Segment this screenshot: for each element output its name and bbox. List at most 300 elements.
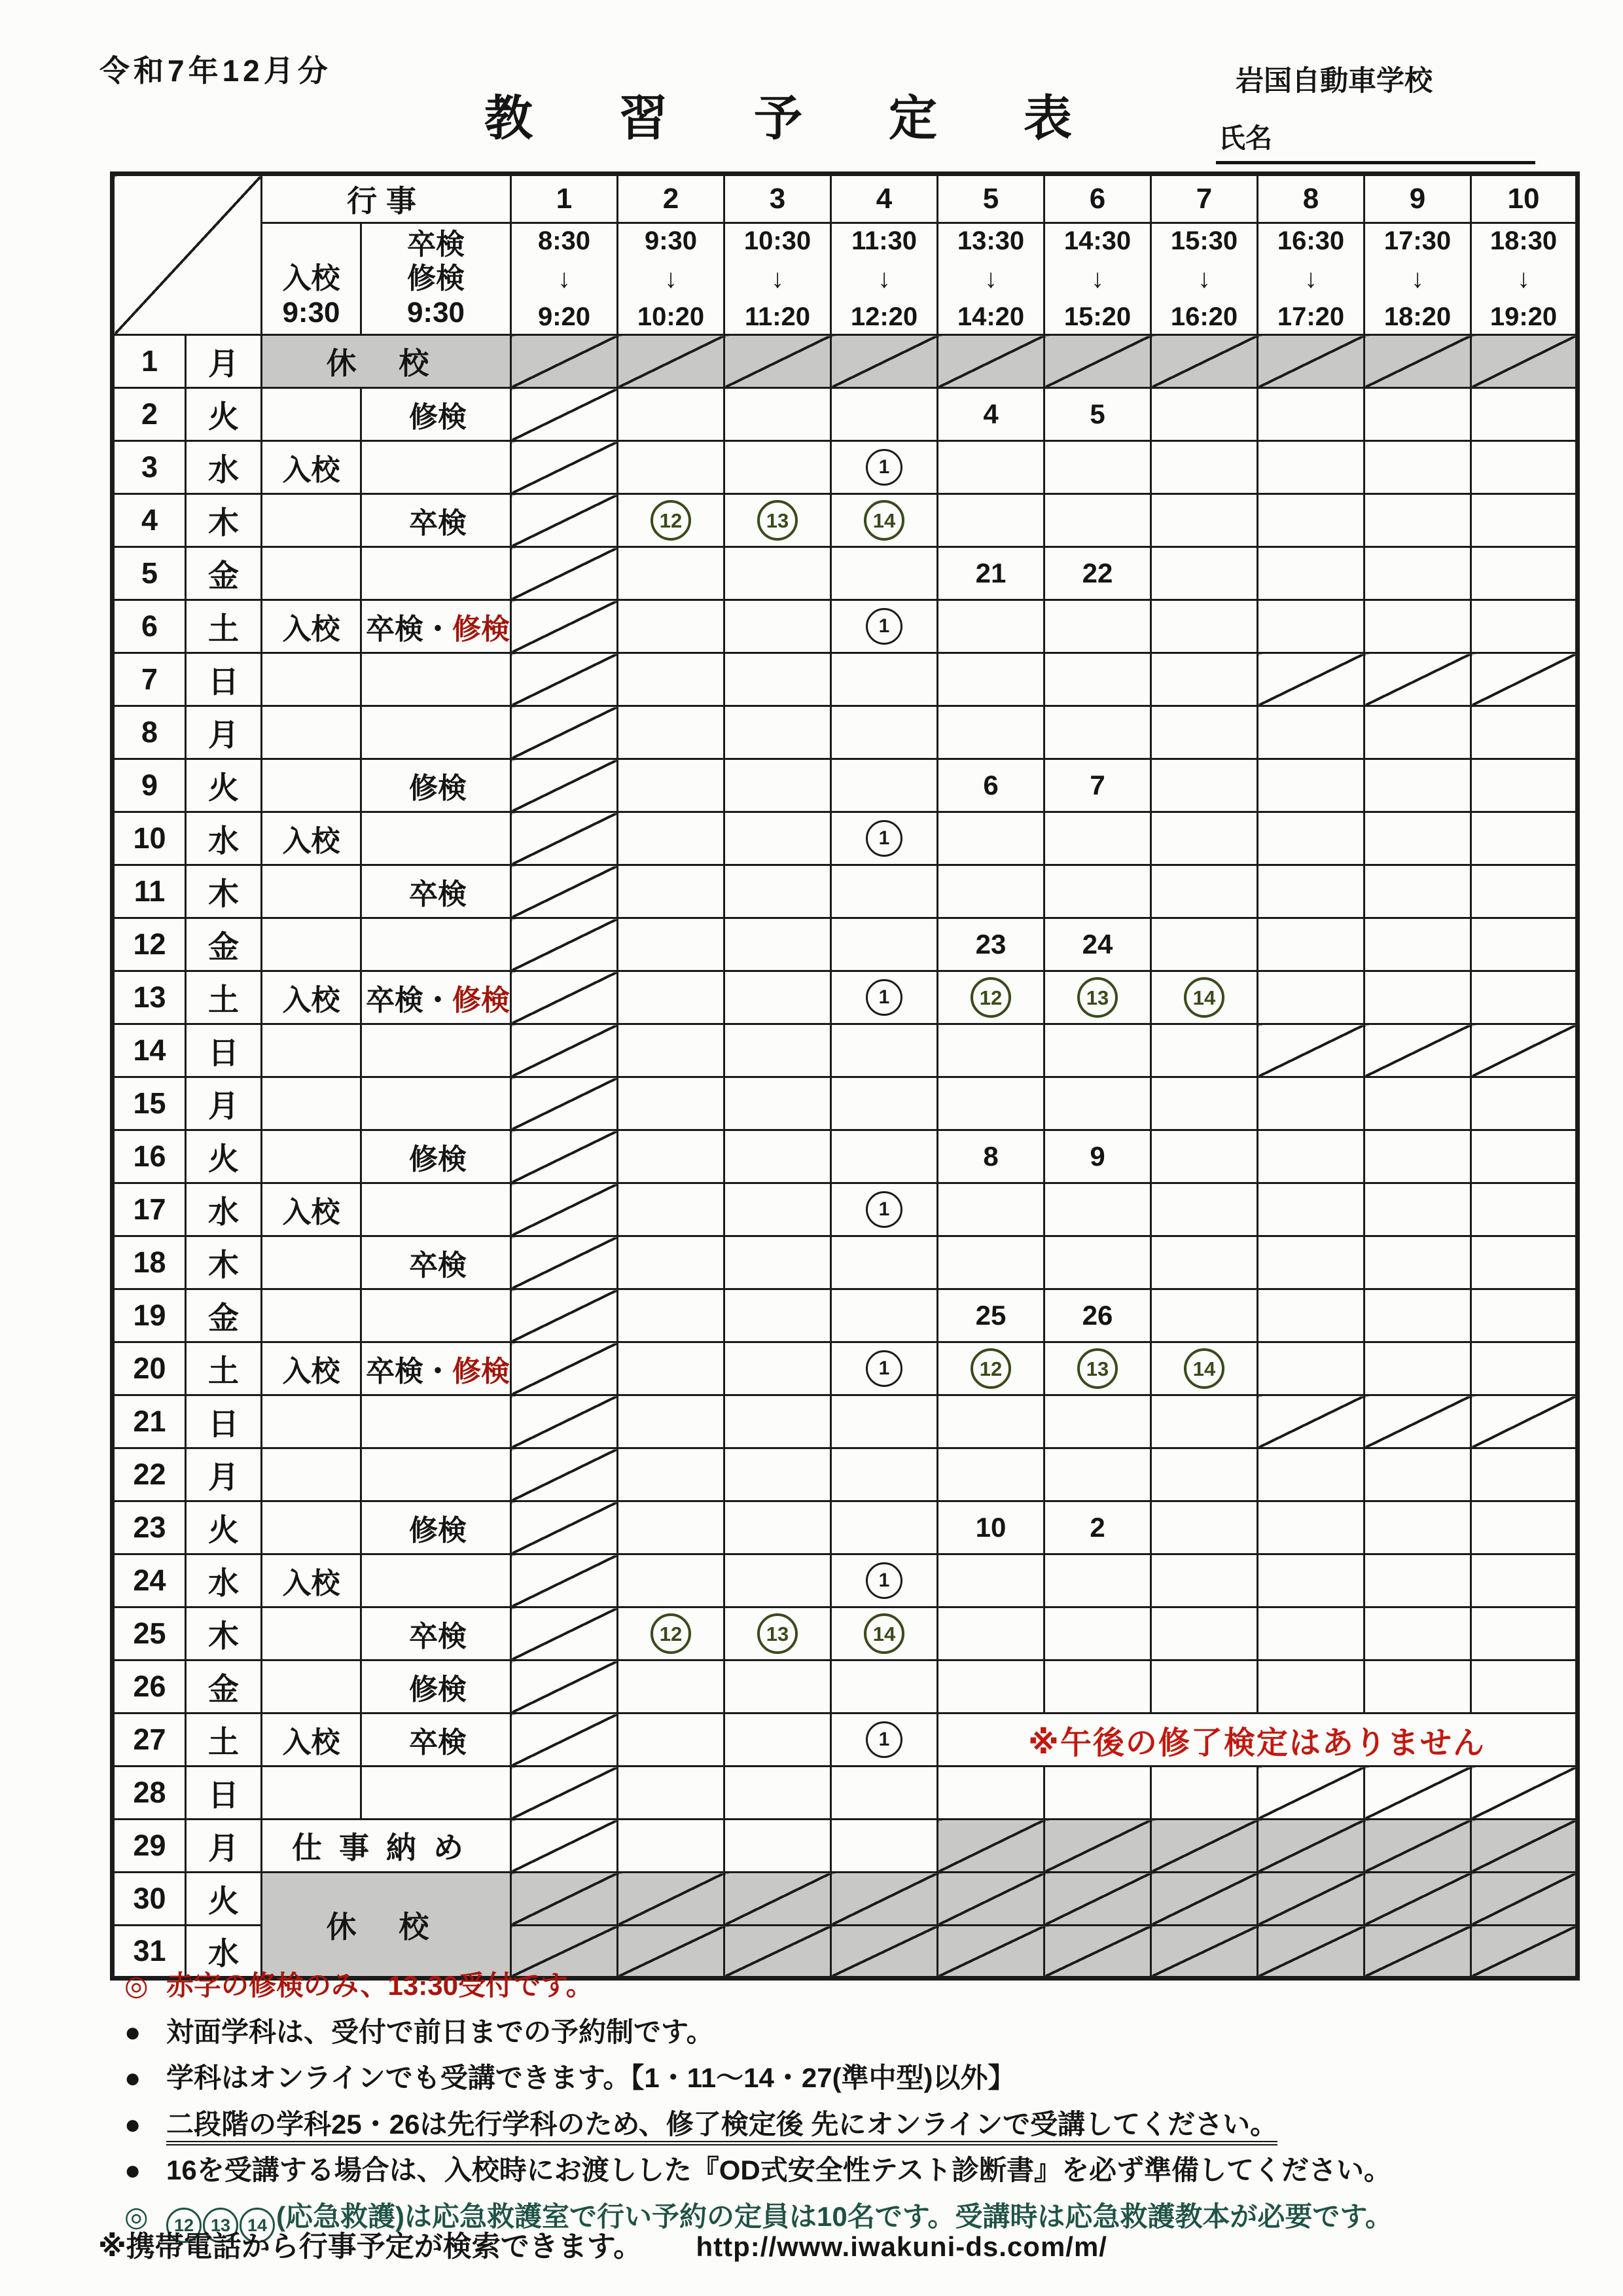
empty-cell xyxy=(618,812,724,865)
empty-cell xyxy=(1364,1130,1471,1183)
event-exam xyxy=(361,1554,511,1607)
empty-cell xyxy=(724,388,831,441)
unavailable-cell xyxy=(511,865,618,918)
event-exam xyxy=(361,1448,511,1501)
entrance-column-header xyxy=(262,223,361,335)
day-number: 28 xyxy=(113,1767,186,1820)
empty-cell xyxy=(1471,865,1578,918)
empty-cell xyxy=(1258,1236,1364,1289)
day-number: 27 xyxy=(113,1713,186,1767)
period-time-2: 9:30 ↓ 10:20 xyxy=(618,223,724,335)
weekday: 火 xyxy=(186,388,262,441)
event-exam: 修検 xyxy=(361,388,511,441)
first-aid-lesson-cell xyxy=(1044,1342,1151,1395)
empty-cell xyxy=(618,1077,724,1130)
empty-cell xyxy=(1258,1554,1364,1607)
student-name-blank-line xyxy=(1216,161,1535,164)
green-circled-number: 13 xyxy=(757,1613,798,1654)
green-circled-number: 13 xyxy=(757,500,798,541)
footnote-2: ● 対面学科は、受付で前日までの予約制です。 xyxy=(124,2015,1551,2050)
empty-cell xyxy=(1471,759,1578,812)
event-entrance xyxy=(262,1236,361,1289)
unavailable-cell xyxy=(511,600,618,653)
schedule-row-9 xyxy=(113,759,1578,812)
lesson-number-cell: 7 xyxy=(1044,759,1151,812)
empty-cell xyxy=(618,1289,724,1342)
schedule-table xyxy=(110,171,1580,1981)
unavailable-cell xyxy=(1258,1395,1364,1448)
lesson-number-cell: 10 xyxy=(938,1501,1044,1554)
event-entrance: 入校 xyxy=(262,600,361,653)
period-number-8: 8 xyxy=(1258,174,1364,223)
schedule-row-19 xyxy=(113,1289,1578,1342)
empty-cell xyxy=(831,1077,938,1130)
day-number: 18 xyxy=(113,1236,186,1289)
empty-cell xyxy=(1471,1342,1578,1395)
empty-cell xyxy=(938,1660,1044,1713)
empty-cell xyxy=(831,1767,938,1820)
empty-cell xyxy=(724,918,831,971)
event-entrance xyxy=(262,1660,361,1713)
empty-cell xyxy=(1471,1289,1578,1342)
weekday: 木 xyxy=(186,1607,262,1660)
weekday: 金 xyxy=(186,918,262,971)
weekday: 火 xyxy=(186,1873,262,1926)
empty-cell xyxy=(1044,706,1151,759)
closed-cell xyxy=(1364,1820,1471,1873)
closed-cell xyxy=(1151,1873,1258,1926)
empty-cell xyxy=(831,547,938,600)
weekday: 日 xyxy=(186,1395,262,1448)
empty-cell xyxy=(831,1501,938,1554)
empty-cell xyxy=(1471,1130,1578,1183)
schedule-row-28 xyxy=(113,1767,1578,1820)
empty-cell xyxy=(938,1024,1044,1077)
footnote-5: ● 16を受講する場合は、入校時にお渡しした『OD式安全性テスト診断書』を必ず準備してください。 xyxy=(124,2153,1551,2188)
completion-exam-label: 修検 xyxy=(407,262,465,295)
unavailable-cell xyxy=(511,812,618,865)
empty-cell xyxy=(1471,388,1578,441)
empty-cell xyxy=(1151,1130,1258,1183)
empty-cell xyxy=(831,1024,938,1077)
circled-lesson-cell xyxy=(831,812,938,865)
weekday: 土 xyxy=(186,600,262,653)
empty-cell xyxy=(724,1820,831,1873)
lesson-number-cell: 25 xyxy=(938,1289,1044,1342)
weekday: 木 xyxy=(186,494,262,547)
day-number: 19 xyxy=(113,1289,186,1342)
empty-cell xyxy=(1258,600,1364,653)
closed-cell xyxy=(831,335,938,388)
day-number: 24 xyxy=(113,1554,186,1607)
empty-cell xyxy=(1044,441,1151,494)
closed-cell xyxy=(1258,1820,1364,1873)
closed-cell xyxy=(1151,335,1258,388)
empty-cell xyxy=(1044,1660,1151,1713)
empty-cell xyxy=(1044,1554,1151,1607)
unavailable-cell xyxy=(1364,653,1471,706)
schedule-row-21 xyxy=(113,1395,1578,1448)
schedule-url: http://www.iwakuni-ds.com/m/ xyxy=(696,2231,1107,2262)
first-aid-lesson-cell xyxy=(938,1342,1044,1395)
lesson-number-cell: 5 xyxy=(1044,388,1151,441)
empty-cell xyxy=(1471,1183,1578,1236)
closed-cell xyxy=(938,1873,1044,1926)
empty-cell xyxy=(724,547,831,600)
lesson-number-cell: 4 xyxy=(938,388,1044,441)
green-circled-number: 12 xyxy=(651,1613,691,1654)
empty-cell xyxy=(1364,1289,1471,1342)
empty-cell xyxy=(938,600,1044,653)
first-aid-lesson-cell xyxy=(1044,971,1151,1024)
empty-cell xyxy=(618,1501,724,1554)
green-circled-number: 14 xyxy=(864,1613,904,1654)
empty-cell xyxy=(1151,1395,1258,1448)
event-entrance: 入校 xyxy=(262,1554,361,1607)
unavailable-cell xyxy=(1364,1024,1471,1077)
unavailable-cell xyxy=(511,1236,618,1289)
empty-cell xyxy=(724,1767,831,1820)
empty-cell xyxy=(1258,1448,1364,1501)
empty-cell xyxy=(831,388,938,441)
empty-cell xyxy=(1258,388,1364,441)
empty-cell xyxy=(1044,1077,1151,1130)
closed-cell xyxy=(511,1873,618,1926)
empty-cell xyxy=(724,1183,831,1236)
unavailable-cell xyxy=(511,1342,618,1395)
schedule-row-8 xyxy=(113,706,1578,759)
period-time-6: 14:30 ↓ 15:20 xyxy=(1044,223,1151,335)
event-exam xyxy=(361,812,511,865)
empty-cell xyxy=(618,759,724,812)
event-entrance xyxy=(262,1130,361,1183)
circled-number: 1 xyxy=(866,1191,902,1228)
empty-cell xyxy=(1151,1607,1258,1660)
weekday: 土 xyxy=(186,971,262,1024)
green-circled-number: 14 xyxy=(1184,1348,1224,1389)
empty-cell xyxy=(938,1767,1044,1820)
period-time-3: 10:30 ↓ 11:20 xyxy=(724,223,831,335)
empty-cell xyxy=(1471,600,1578,653)
weekday: 火 xyxy=(186,1501,262,1554)
empty-cell xyxy=(938,865,1044,918)
empty-cell xyxy=(1471,1607,1578,1660)
empty-cell xyxy=(1364,706,1471,759)
events-column-header: 行事 xyxy=(262,174,511,223)
empty-cell xyxy=(1471,547,1578,600)
graduation-exam-label: 卒検 xyxy=(407,228,465,261)
empty-cell xyxy=(724,1713,831,1767)
event-entrance xyxy=(262,918,361,971)
circled-lesson-cell xyxy=(831,1713,938,1767)
empty-cell xyxy=(1151,388,1258,441)
weekday: 日 xyxy=(186,653,262,706)
first-aid-lesson-cell xyxy=(618,1607,724,1660)
red-exam-label: 修検 xyxy=(452,1355,510,1388)
schedule-row-26 xyxy=(113,1660,1578,1713)
event-exam: 卒検 xyxy=(361,494,511,547)
green-circled-number: 14 xyxy=(240,2208,275,2243)
event-entrance xyxy=(262,1501,361,1554)
circled-number: 1 xyxy=(866,979,902,1016)
empty-cell xyxy=(1151,865,1258,918)
event-exam: 卒検 xyxy=(361,1713,511,1767)
empty-cell xyxy=(938,1236,1044,1289)
empty-cell xyxy=(1044,1448,1151,1501)
period-number-5: 5 xyxy=(938,174,1044,223)
empty-cell xyxy=(1044,1236,1151,1289)
day-number: 31 xyxy=(113,1926,186,1979)
footnote-bullet: ● xyxy=(124,2155,141,2185)
schedule-row-3 xyxy=(113,441,1578,494)
day-number: 4 xyxy=(113,494,186,547)
day-number: 2 xyxy=(113,388,186,441)
day-number: 13 xyxy=(113,971,186,1024)
empty-cell xyxy=(1151,1024,1258,1077)
event-entrance xyxy=(262,653,361,706)
empty-cell xyxy=(1364,1077,1471,1130)
event-entrance xyxy=(262,865,361,918)
circled-lesson-cell xyxy=(831,1342,938,1395)
empty-cell xyxy=(1364,1660,1471,1713)
weekday: 月 xyxy=(186,706,262,759)
empty-cell xyxy=(724,1448,831,1501)
empty-cell xyxy=(1364,494,1471,547)
schedule-row-29 xyxy=(113,1820,1578,1873)
footnote-4: ● 二段階の学科25・26は先行学科のため、修了検定後 先にオンラインで受講してください。 xyxy=(124,2108,1551,2142)
lesson-number-cell: 2 xyxy=(1044,1501,1151,1554)
event-exam: 卒検 xyxy=(361,865,511,918)
footnote-1: ◎ 赤字の修検のみ、13:30受付です。 xyxy=(124,1969,1551,2003)
empty-cell xyxy=(618,388,724,441)
period-number-7: 7 xyxy=(1151,174,1258,223)
closed-cell xyxy=(1364,335,1471,388)
empty-cell xyxy=(1364,1342,1471,1395)
green-circled-number: 14 xyxy=(864,500,904,541)
weekday: 金 xyxy=(186,547,262,600)
empty-cell xyxy=(1364,1183,1471,1236)
weekday: 木 xyxy=(186,865,262,918)
schedule-row-7 xyxy=(113,653,1578,706)
unavailable-cell xyxy=(511,1660,618,1713)
event-exam xyxy=(361,1395,511,1448)
weekday: 月 xyxy=(186,1077,262,1130)
weekday: 水 xyxy=(186,1554,262,1607)
empty-cell xyxy=(1258,971,1364,1024)
empty-cell xyxy=(724,1395,831,1448)
empty-cell xyxy=(1258,812,1364,865)
day-number: 7 xyxy=(113,653,186,706)
closed-cell xyxy=(1364,1873,1471,1926)
closed-cell xyxy=(1471,1820,1578,1873)
period-number-10: 10 xyxy=(1471,174,1578,223)
weekday: 土 xyxy=(186,1342,262,1395)
event-entrance: 入校 xyxy=(262,971,361,1024)
empty-cell xyxy=(831,706,938,759)
weekday: 水 xyxy=(186,1183,262,1236)
empty-cell xyxy=(1044,812,1151,865)
empty-cell xyxy=(1044,865,1151,918)
empty-cell xyxy=(618,1395,724,1448)
period-time-1: 8:30 ↓ 9:20 xyxy=(511,223,618,335)
empty-cell xyxy=(618,1713,724,1767)
empty-cell xyxy=(1151,1501,1258,1554)
event-exam xyxy=(361,547,511,600)
empty-cell xyxy=(724,653,831,706)
period-time-7: 15:30 ↓ 16:20 xyxy=(1151,223,1258,335)
day-number: 23 xyxy=(113,1501,186,1554)
weekday: 火 xyxy=(186,1130,262,1183)
empty-cell xyxy=(1364,1448,1471,1501)
period-time-9: 17:30 ↓ 18:20 xyxy=(1364,223,1471,335)
empty-cell xyxy=(1151,1660,1258,1713)
empty-cell xyxy=(1044,1183,1151,1236)
empty-cell xyxy=(938,812,1044,865)
event-entrance xyxy=(262,1024,361,1077)
event-entrance xyxy=(262,1077,361,1130)
period-number-3: 3 xyxy=(724,174,831,223)
event-exam xyxy=(361,918,511,971)
day-number: 6 xyxy=(113,600,186,653)
event-span-label: 仕事納め xyxy=(262,1820,511,1873)
unavailable-cell xyxy=(511,1607,618,1660)
event-exam: 卒検 xyxy=(361,1236,511,1289)
empty-cell xyxy=(1151,600,1258,653)
empty-cell xyxy=(1044,1395,1151,1448)
event-exam xyxy=(361,1024,511,1077)
unavailable-cell xyxy=(1471,1767,1578,1820)
closed-cell xyxy=(831,1873,938,1926)
empty-cell xyxy=(618,1820,724,1873)
empty-cell xyxy=(1044,1607,1151,1660)
empty-cell xyxy=(1258,441,1364,494)
empty-cell xyxy=(1471,812,1578,865)
empty-cell xyxy=(1364,600,1471,653)
unavailable-cell xyxy=(511,1183,618,1236)
empty-cell xyxy=(1364,865,1471,918)
unavailable-cell xyxy=(511,547,618,600)
empty-cell xyxy=(938,1395,1044,1448)
period-time-5: 13:30 ↓ 14:20 xyxy=(938,223,1044,335)
footnotes xyxy=(124,1969,1551,2255)
first-aid-lesson-cell xyxy=(831,494,938,547)
unavailable-cell xyxy=(511,1713,618,1767)
schedule-row-4 xyxy=(113,494,1578,547)
empty-cell xyxy=(1364,388,1471,441)
weekday: 土 xyxy=(186,1713,262,1767)
first-aid-lesson-cell xyxy=(831,1607,938,1660)
empty-cell xyxy=(724,1077,831,1130)
green-circled-number: 12 xyxy=(971,1348,1011,1389)
unavailable-cell xyxy=(1258,653,1364,706)
schedule-row-2 xyxy=(113,388,1578,441)
unavailable-cell xyxy=(511,1820,618,1873)
event-exam: 修検 xyxy=(361,1660,511,1713)
event-entrance xyxy=(262,494,361,547)
green-circled-number: 14 xyxy=(1184,977,1224,1018)
period-number-2: 2 xyxy=(618,174,724,223)
circled-lesson-cell xyxy=(831,600,938,653)
empty-cell xyxy=(1364,441,1471,494)
red-exam-label: 修検 xyxy=(452,984,510,1016)
event-exam: 卒検・修検 xyxy=(361,600,511,653)
empty-cell xyxy=(831,653,938,706)
schedule-row-14 xyxy=(113,1024,1578,1077)
period-time-10: 18:30 ↓ 19:20 xyxy=(1471,223,1578,335)
period-number-1: 1 xyxy=(511,174,618,223)
event-exam xyxy=(361,441,511,494)
period-number-6: 6 xyxy=(1044,174,1151,223)
empty-cell xyxy=(618,706,724,759)
weekday: 火 xyxy=(186,759,262,812)
closed-cell xyxy=(1471,1873,1578,1926)
closed-cell xyxy=(1471,335,1578,388)
day-number: 3 xyxy=(113,441,186,494)
empty-cell xyxy=(1151,1448,1258,1501)
event-entrance: 入校 xyxy=(262,1183,361,1236)
empty-cell xyxy=(1258,759,1364,812)
empty-cell xyxy=(618,971,724,1024)
day-number: 1 xyxy=(113,335,186,388)
empty-cell xyxy=(618,1024,724,1077)
weekday: 水 xyxy=(186,812,262,865)
green-circled-number: 12 xyxy=(166,2208,202,2243)
empty-cell xyxy=(1258,547,1364,600)
weekday: 月 xyxy=(186,335,262,388)
green-circled-number: 13 xyxy=(203,2208,238,2243)
unavailable-cell xyxy=(1471,1395,1578,1448)
schedule-row-11 xyxy=(113,865,1578,918)
footnote-bullet: ● xyxy=(124,2108,141,2140)
empty-cell xyxy=(1471,494,1578,547)
period-time-8: 16:30 ↓ 17:20 xyxy=(1258,223,1364,335)
lesson-number-cell: 8 xyxy=(938,1130,1044,1183)
empty-cell xyxy=(1364,812,1471,865)
empty-cell xyxy=(831,1236,938,1289)
event-exam xyxy=(361,1077,511,1130)
empty-cell xyxy=(1151,706,1258,759)
empty-cell xyxy=(1151,1554,1258,1607)
empty-cell xyxy=(618,1130,724,1183)
empty-cell xyxy=(724,865,831,918)
day-number: 8 xyxy=(113,706,186,759)
empty-cell xyxy=(1151,653,1258,706)
empty-cell xyxy=(831,1130,938,1183)
mobile-search-text: ※携帯電話から行事予定が検索できます。 xyxy=(98,2231,643,2263)
event-entrance xyxy=(262,759,361,812)
empty-cell xyxy=(1151,812,1258,865)
empty-cell xyxy=(1471,441,1578,494)
schedule-row-12 xyxy=(113,918,1578,971)
empty-cell xyxy=(618,547,724,600)
event-entrance: 入校 xyxy=(262,1342,361,1395)
event-span-label: 休 校 xyxy=(262,335,511,388)
empty-cell xyxy=(938,1183,1044,1236)
footnote-bullet: ● xyxy=(124,2016,141,2047)
day-number: 15 xyxy=(113,1077,186,1130)
empty-cell xyxy=(1044,1767,1151,1820)
first-aid-lesson-cell xyxy=(1151,1342,1258,1395)
closed-cell xyxy=(938,335,1044,388)
closed-cell xyxy=(618,1873,724,1926)
empty-cell xyxy=(618,1183,724,1236)
empty-cell xyxy=(1044,600,1151,653)
empty-cell xyxy=(1471,1448,1578,1501)
weekday: 月 xyxy=(186,1448,262,1501)
lesson-number-cell: 21 xyxy=(938,547,1044,600)
empty-cell xyxy=(1364,759,1471,812)
event-exam xyxy=(361,653,511,706)
